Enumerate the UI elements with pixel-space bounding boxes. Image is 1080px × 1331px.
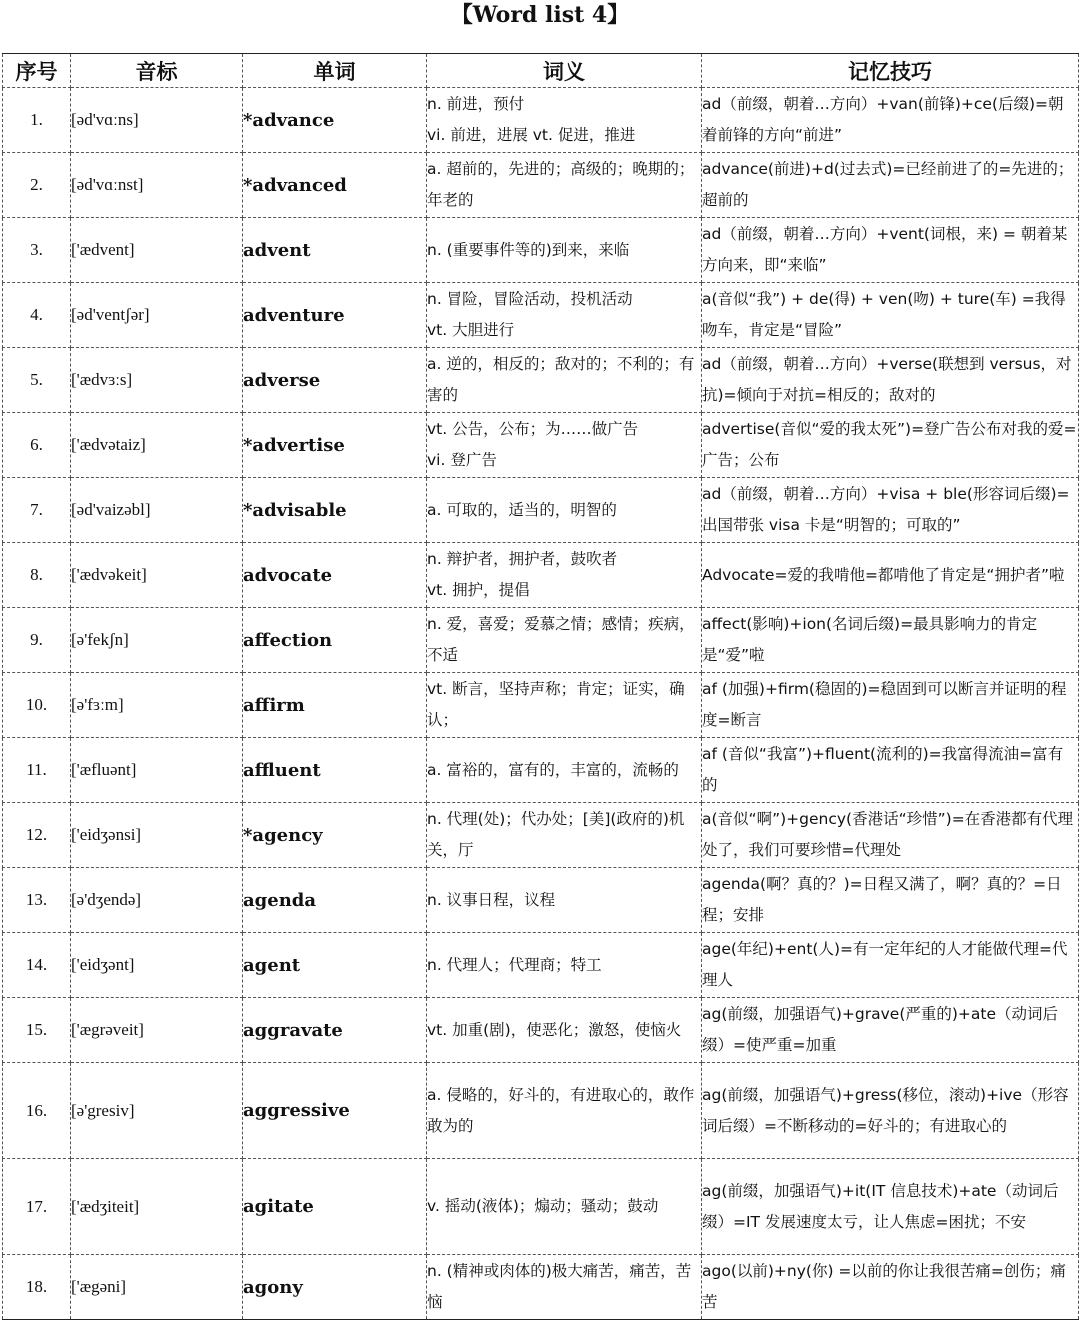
memory-tip-cell: affect(影响)+ion(名词后缀)=最具影响力的肯定是“爱”啦	[702, 608, 1079, 673]
memory-tip-cell: age(年纪)+ent(人)=有一定年纪的人才能做代理=代理人	[702, 933, 1079, 998]
word-cell: agitate	[243, 1159, 427, 1255]
table-row	[3, 283, 1079, 348]
row-number: 8.	[3, 543, 71, 608]
phonetic-cell: ['æfluənt]	[71, 738, 243, 803]
phonetic-cell: [ə'dʒendə]	[71, 868, 243, 933]
word-cell: affluent	[243, 738, 427, 803]
memory-tip-cell: ag(前缀，加强语气)+gress(移位，滚动)+ive（形容词后缀）=不断移动的=好斗的；有进取心的	[702, 1063, 1079, 1159]
phonetic-cell: ['ædʒiteit]	[71, 1159, 243, 1255]
memory-tip-cell: ago(以前)+ny(你) =以前的你让我很苦痛=创伤；痛苦	[702, 1255, 1079, 1320]
word-cell: adventure	[243, 283, 427, 348]
table-row	[3, 218, 1079, 283]
meaning-cell: n. 代理(处)；代办处；[美](政府的)机关，厅	[427, 803, 702, 868]
meaning-cell: vt. 加重(剧)，使恶化；激怒，使恼火	[427, 998, 702, 1063]
memory-tip-cell: advance(前进)+d(过去式)=已经前进了的=先进的；超前的	[702, 153, 1079, 218]
memory-tip-cell: agenda(啊？真的？)=日程又满了，啊？真的？=日程；安排	[702, 868, 1079, 933]
word-cell: aggressive	[243, 1063, 427, 1159]
row-number: 12.	[3, 803, 71, 868]
memory-tip-cell: af (加强)+firm(稳固的)=稳固到可以断言并证明的程度=断言	[702, 673, 1079, 738]
phonetic-cell: ['ædvent]	[71, 218, 243, 283]
row-number: 1.	[3, 88, 71, 153]
memory-tip-cell: ag(前缀，加强语气)+grave(严重的)+ate（动词后缀）=使严重=加重	[702, 998, 1079, 1063]
meaning-cell: a. 侵略的，好斗的，有进取心的，敢作敢为的	[427, 1063, 702, 1159]
word-cell: agenda	[243, 868, 427, 933]
table-row	[3, 1159, 1079, 1255]
row-number: 16.	[3, 1063, 71, 1159]
meaning-cell: n. 冒险，冒险活动，投机活动 vt. 大胆进行	[427, 283, 702, 348]
memory-tip-cell: ad（前缀，朝着…方向）+visa + ble(形容词后缀)=出国带张 visa 卡是“明智的；可取的”	[702, 478, 1079, 543]
table-row	[3, 478, 1079, 543]
meaning-cell: vt. 公告，公布；为……做广告 vi. 登广告	[427, 413, 702, 478]
row-number: 4.	[3, 283, 71, 348]
meaning-cell: n. (重要事件等的)到来，来临	[427, 218, 702, 283]
row-number: 7.	[3, 478, 71, 543]
row-number: 10.	[3, 673, 71, 738]
memory-tip-cell: af (音似“我富”)+fluent(流利的)=我富得流油=富有的	[702, 738, 1079, 803]
phonetic-cell: ['ædvɜːs]	[71, 348, 243, 413]
phonetic-cell: [əd'ventʃər]	[71, 283, 243, 348]
phonetic-cell: [ə'gresiv]	[71, 1063, 243, 1159]
word-cell: aggravate	[243, 998, 427, 1063]
row-number: 13.	[3, 868, 71, 933]
memory-tip-cell: ag(前缀，加强语气)+it(IT 信息技术)+ate（动词后缀）=IT 发展速度太亏，让人焦虑=困扰；不安	[702, 1159, 1079, 1255]
table-row	[3, 868, 1079, 933]
table-header-row	[3, 54, 1079, 88]
row-number: 2.	[3, 153, 71, 218]
word-cell: *advisable	[243, 478, 427, 543]
memory-tip-cell: ad（前缀，朝着…方向）+verse(联想到 versus，对抗)=倾向于对抗=相反的；敌对的	[702, 348, 1079, 413]
meaning-cell: n. (精神或肉体的)极大痛苦，痛苦，苦恼	[427, 1255, 702, 1320]
word-cell: advent	[243, 218, 427, 283]
meaning-cell: vt. 断言，坚持声称；肯定；证实，确认；	[427, 673, 702, 738]
meaning-cell: n. 爱，喜爱；爱慕之情；感情；疾病，不适	[427, 608, 702, 673]
phonetic-cell: ['ægrəveit]	[71, 998, 243, 1063]
word-list-table	[2, 53, 1079, 1320]
word-cell: *agency	[243, 803, 427, 868]
row-number: 3.	[3, 218, 71, 283]
word-cell: affection	[243, 608, 427, 673]
phonetic-cell: ['ædvəkeit]	[71, 543, 243, 608]
table-row	[3, 348, 1079, 413]
memory-tip-cell: advertise(音似“爱的我太死”)=登广告公布对我的爱=广告；公布	[702, 413, 1079, 478]
header-phonetic: 音标	[71, 54, 243, 88]
word-cell: affirm	[243, 673, 427, 738]
meaning-cell: a. 逆的，相反的；敌对的；不利的；有害的	[427, 348, 702, 413]
phonetic-cell: [ə'fekʃn]	[71, 608, 243, 673]
row-number: 5.	[3, 348, 71, 413]
row-number: 18.	[3, 1255, 71, 1320]
table-row	[3, 88, 1079, 153]
table-row	[3, 543, 1079, 608]
phonetic-cell: [ə'fɜːm]	[71, 673, 243, 738]
memory-tip-cell: ad（前缀，朝着…方向）+vent(词根，来) = 朝着某方向来，即“来临”	[702, 218, 1079, 283]
word-cell: *advance	[243, 88, 427, 153]
table-row	[3, 153, 1079, 218]
table-row	[3, 1063, 1079, 1159]
memory-tip-cell: a(音似“我”) + de(得) + ven(吻) + ture(车) =我得吻车，肯定是“冒险”	[702, 283, 1079, 348]
word-cell: agent	[243, 933, 427, 998]
word-cell: adverse	[243, 348, 427, 413]
word-cell: agony	[243, 1255, 427, 1320]
meaning-cell: a. 超前的，先进的；高级的；晚期的；年老的	[427, 153, 702, 218]
page-title: 【Word list 4】	[450, 2, 630, 28]
row-number: 15.	[3, 998, 71, 1063]
phonetic-cell: ['ægəni]	[71, 1255, 243, 1320]
table-row	[3, 1255, 1079, 1320]
header-tip: 记忆技巧	[702, 54, 1079, 88]
meaning-cell: a. 富裕的，富有的，丰富的，流畅的	[427, 738, 702, 803]
table-row	[3, 933, 1079, 998]
row-number: 17.	[3, 1159, 71, 1255]
table-row	[3, 673, 1079, 738]
row-number: 11.	[3, 738, 71, 803]
meaning-cell: n. 辩护者，拥护者，鼓吹者 vt. 拥护，提倡	[427, 543, 702, 608]
phonetic-cell: ['eidʒənt]	[71, 933, 243, 998]
phonetic-cell: [əd'vɑːnst]	[71, 153, 243, 218]
word-cell: *advanced	[243, 153, 427, 218]
word-cell: advocate	[243, 543, 427, 608]
phonetic-cell: ['ædvətaiz]	[71, 413, 243, 478]
table-row	[3, 998, 1079, 1063]
phonetic-cell: [əd'vɑːns]	[71, 88, 243, 153]
table-row	[3, 413, 1079, 478]
meaning-cell: n. 议事日程，议程	[427, 868, 702, 933]
memory-tip-cell: a(音似“啊”)+gency(香港话“珍惜”)=在香港都有代理处了，我们可要珍惜=代理处	[702, 803, 1079, 868]
phonetic-cell: ['eidʒənsi]	[71, 803, 243, 868]
header-num: 序号	[3, 54, 71, 88]
row-number: 6.	[3, 413, 71, 478]
table-row	[3, 738, 1079, 803]
meaning-cell: n. 代理人；代理商；特工	[427, 933, 702, 998]
meaning-cell: n. 前进，预付 vi. 前进，进展 vt. 促进，推进	[427, 88, 702, 153]
meaning-cell: a. 可取的，适当的，明智的	[427, 478, 702, 543]
header-meaning: 词义	[427, 54, 702, 88]
meaning-cell: v. 摇动(液体)；煽动；骚动；鼓动	[427, 1159, 702, 1255]
row-number: 9.	[3, 608, 71, 673]
table-row	[3, 608, 1079, 673]
row-number: 14.	[3, 933, 71, 998]
memory-tip-cell: ad（前缀，朝着…方向）+van(前锋)+ce(后缀)=朝着前锋的方向“前进”	[702, 88, 1079, 153]
table-row	[3, 803, 1079, 868]
header-word: 单词	[243, 54, 427, 88]
phonetic-cell: [əd'vaizəbl]	[71, 478, 243, 543]
memory-tip-cell: Advocate=爱的我啃他=都啃他了肯定是“拥护者”啦	[702, 543, 1079, 608]
word-cell: *advertise	[243, 413, 427, 478]
